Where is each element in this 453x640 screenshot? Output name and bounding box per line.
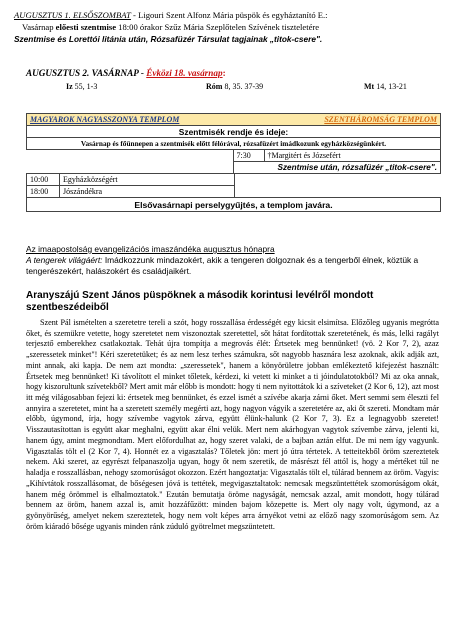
august-1-feast: - Ligouri Szent Alfonz Mária püspök és egyháztanító E.: [130, 10, 328, 20]
mass-line-prefix: Vasárnap [22, 22, 56, 32]
right-after-mass: Szentmise után, rózsafüzér „titok-csere". [233, 162, 441, 174]
homily-title: Aranyszájú Szent János püspöknek a második korintusi levélről mondott szentbeszédeiből [26, 290, 374, 313]
reading-second: Róm 8, 35. 37-39 [206, 82, 264, 91]
august-1-mass-line [14, 21, 439, 33]
prayer-intention-body: Imádkozzunk mindazokért, akik a tengeren dolgoznak és a tengerből élnek, köztük a tengerészekért, halászokért és családjaikért. [26, 255, 419, 276]
row-label: Egyházközségért [60, 174, 235, 186]
row-time: 10:00 [27, 174, 60, 186]
august-1-heading-line [14, 9, 439, 21]
august-2-heading: AUGUSZTUS 2. VASÁRNAP - [26, 68, 147, 78]
homily-excerpt [26, 290, 439, 532]
church-right: SZENTHÁROMSÁG TEMPLOM [233, 114, 441, 126]
right-intention: †Margitért és Józsefért [264, 150, 441, 162]
prayer-intention [26, 244, 441, 277]
august-1-rosary-note: Szentmise és Lorettói litánia után, Rózsafüzér Társulat tagjainak „titok-csere". [14, 34, 323, 44]
empty-cell-2 [27, 162, 234, 174]
reading-gospel: Mt 14, 13-21 [364, 82, 407, 91]
spacer [235, 186, 441, 198]
prayer-intention-title: Az imaapostolság evangelizációs imaszándéka augusztus hónapra [26, 244, 275, 254]
mass-schedule-table [26, 113, 441, 174]
reading-first: Iz 55, 1-3 [66, 82, 98, 91]
schedule-row [27, 186, 441, 198]
spacer [235, 174, 441, 186]
empty-cell [27, 150, 234, 162]
mass-line-rest: 18:00 órakor Szűz Mária Szeplőtelen Szívének tiszteletére [116, 22, 320, 32]
schedule-row [27, 174, 441, 186]
schedule-rosary-note: Vasárnap és főünnepen a szentmisék előtt félórával, rózsafüzért imádkozunk egyházközségünkért. [27, 138, 441, 150]
august-1-section [14, 9, 439, 45]
homily-body: Szent Pál ismételten a szeretetre tereli a szót, hogy rosszallása érdességét egy kicsit elsimítsa. Előzőleg ugyanis megrótta őket, és szemükre vetette, hogy szeretetet nem viszonoztak szeretettel, sőt hátat fordítottak szeretetének, és más, lelki ragályt terjesztő emberekhez csatlakoztak. Tehát újra tompítja a megrovás élét: Értsetek meg bennünket! (vö. 2 Kor 7, 2), azaz „szeressetek minket"! Kéri szeretetüket; és az nem lesz terhes számukra, sőt nagyobb hasznára lesz azoknak, akik adják azt, mint annak, aki kapja. De nem azt mondta: „szeressetek", hanem a könyörületre jobban emlékeztető kifejezést használt: Értsetek meg bennünket! Ki távolított el minket tőletek, kérdezi, ki vetett ki minket a ti jóindulatotokból? Mi az oka annak, hogy kiszorultunk szívetekből? Mert amit már előbb is mondott: hogy ti nem nyitottátok ki a szíveteket (2 Kor 6, 12), azt most itt még világosabban fejezi ki: értsetek meg bennünket, és ezzel ismét a szívébe akarja zárni őket. Mert semmi sem éleszti fel annyira a szeretetet, mint ha a szeretett személy megérti azt, hogy nagyon vágyik a szeretetére az, aki őt szereti. Mondtam már előbb, úgymond, írja, hogy szívembe vagytok zárva, együtt élünk-halunk (2 Kor 7, 3). Ez a legnagyobb szeretet! Visszautasítottan is együtt akar meghalni, együtt akar élni velük. Mert nem akárhogyan vagytok szívembe zárva, jelenti ki, hanem úgy, amint megmondtam. Mert előfordulhat az, hogy szeret valaki, de a bajban aztán elfut. De mi nem így vagyunk. Vigasztalás tölt el (2 Kor 7, 4). Honnét ez a vigasztalás? Tőletek jön: mert jó útra tértetek. A tetteitekből öröm szereztetek nekem. Aki szeret, az egyrészt felpanaszolja ugyan, hogy őt nem szeretik, de másrészt fél attól is, hogy a mértéket túl ne haladja e rosszallásban, nehogy szomorúságot okozzon. Ezért hangoztatja: Vigasztalás tölt el, túlárad bennem az öröm. Vagyis: „Kihívtátok rosszallásomat, de bőségesen jóvá is tettétek, megvigasztaltatok: nemcsak megszüntettétek szomorúságom okát, hanem még örömmel is elhalmoztatok." Ezután bemutatja öröme nagyságát, nemcsak azzal, amit mondott, hogy túlárad bennem az öröm, hanem azzal is, amit hozzáfűzött: minden bajom közepette is. Mert oly nagy volt, úgymond, az a gyönyörűség, amelyet nekem szereztetek, hogy nem volt képes arra árnyékot vetni az előző nagy szomorúságom sem. Az öröm kiáradó bősége ugyanis minden ránk zúduló gyötrelmet megszüntetett. [26, 318, 439, 531]
collection-note: Elsővasárnapi perselygyűjtés, a templom javára. [27, 198, 441, 212]
august-2-heading-line [26, 68, 441, 79]
left-schedule-table [26, 173, 441, 212]
prayer-intention-lead: A tengerek világáért: [26, 255, 103, 265]
readings-row [26, 81, 441, 92]
sunday-colon: : [222, 68, 226, 78]
row-label: Jószándékra [60, 186, 235, 198]
right-time: 7:30 [233, 150, 264, 162]
sunday-name: Évközi 18. vasárnap [146, 68, 223, 78]
august-1-heading: AUGUSZTUS 1. ELSŐSZOMBAT [14, 10, 131, 20]
church-left: MAGYAROK NAGYASSZONYA TEMPLOM [27, 114, 234, 126]
row-time: 18:00 [27, 186, 60, 198]
schedule-title: Szentmisék rendje és ideje: [27, 126, 441, 138]
prayer-intention-text [26, 255, 441, 277]
mass-line-bold: előesti szentmise [55, 22, 117, 32]
august-2-section [26, 68, 441, 92]
